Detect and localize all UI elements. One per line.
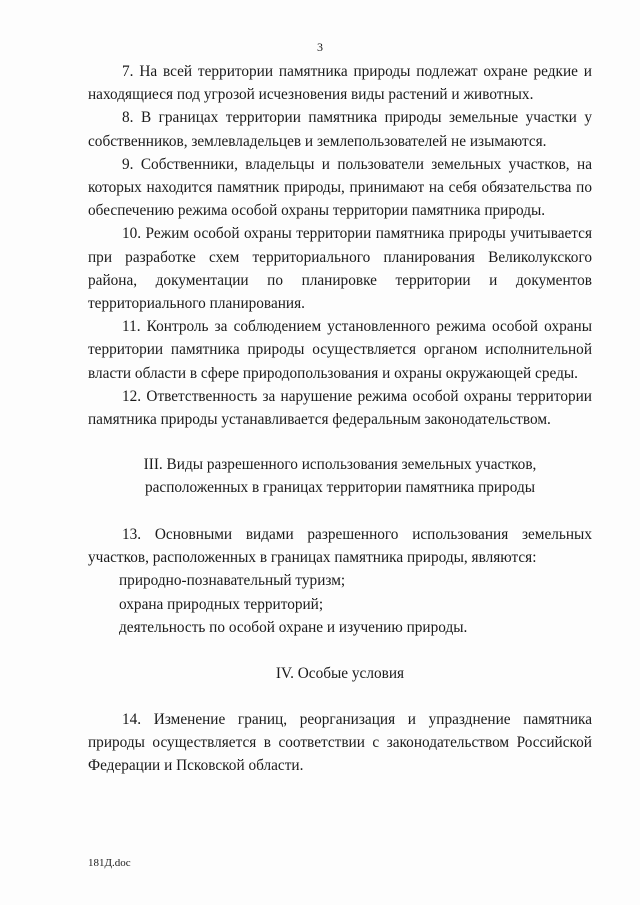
paragraph-8: 8. В границах территории памятника природы земельные участки у собственников, землевладельцев и землепользователей не изымаются.: [88, 109, 592, 150]
section-3-heading: [88, 453, 592, 499]
paragraph-10: 10. Режим особой охраны территории памятника природы учитывается при разработке схем территориального планирования Великолукского района, документации по планировке территории и документов территориального планирования.: [88, 225, 592, 313]
footer-file-name: 181Д.doc: [88, 857, 131, 869]
list-item: охрана природных территорий;: [119, 595, 324, 613]
section-3-body: [88, 523, 592, 640]
list-item: природно-познавательный туризм;: [119, 572, 346, 590]
section-4-heading: IV. Особые условия: [275, 664, 405, 682]
paragraph-14: 14. Изменение границ, реорганизация и упразднение памятника природы осуществляется в соответствии с законодательством Российской Федерации и Псковской области.: [88, 711, 592, 775]
paragraph-13: 13. Основными видами разрешенного использования земельных участков, расположенных в границах памятника природы, являются:: [88, 525, 592, 566]
paragraph-9: 9. Собственники, владельцы и пользователи земельных участков, на которых находится памятник природы, принимают на себя обязательства по обеспечению режима особой охраны территории памятника природы.: [88, 155, 592, 220]
page-number: 3: [317, 40, 323, 54]
paragraph-11: 11. Контроль за соблюдением установленного режима особой охраны территории памятника природы осуществляется органом исполнительной власти области в сфере природопользования и охраны окружающей среды.: [88, 318, 592, 382]
paragraph-12: 12. Ответственность за нарушение режима особой охраны территории памятника природы устанавливается федеральным законодательством.: [88, 387, 592, 429]
section-3-heading-line-2: расположенных в границах территории памятника природы: [144, 479, 536, 497]
section-3-heading-line-1: III. Виды разрешенного использования земельных участков,: [143, 456, 537, 474]
paragraph-7: 7. На всей территории памятника природы подлежат охране редкие и находящиеся под угрозой исчезновения виды растений и животных.: [88, 63, 592, 104]
list-item: деятельность по особой охране и изучению природы.: [119, 619, 468, 637]
document-body: [88, 60, 592, 778]
